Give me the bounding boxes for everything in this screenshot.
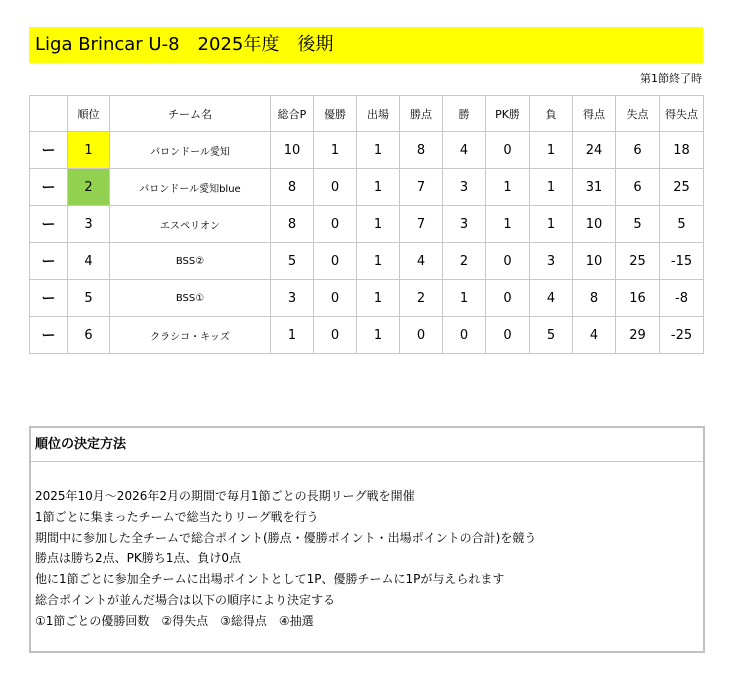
rules-line: 1節ごとに集まったチームで総当たりリーグ戦を行う xyxy=(35,509,319,524)
table-row xyxy=(30,317,704,354)
goals-for: 10 xyxy=(573,243,616,280)
rank-change: ー xyxy=(30,243,68,280)
table-row xyxy=(30,280,704,317)
losses: 3 xyxy=(530,243,573,280)
rank-change: ー xyxy=(30,132,68,169)
goal-diff: 25 xyxy=(660,169,704,206)
header-appearances: 出場 xyxy=(357,96,400,132)
rank-change: ー xyxy=(30,206,68,243)
losses: 1 xyxy=(530,206,573,243)
points: 0 xyxy=(400,317,443,354)
titles: 0 xyxy=(314,206,357,243)
pk-wins: 1 xyxy=(486,206,530,243)
goals-against: 16 xyxy=(616,280,660,317)
page-title xyxy=(29,27,703,63)
total-points: 8 xyxy=(271,169,314,206)
points: 7 xyxy=(400,206,443,243)
rules-panel xyxy=(29,426,705,653)
pk-wins: 0 xyxy=(486,317,530,354)
goal-diff: -25 xyxy=(660,317,704,354)
goals-for: 10 xyxy=(573,206,616,243)
rank-cell: 5 xyxy=(68,280,110,317)
losses: 4 xyxy=(530,280,573,317)
standings-table xyxy=(29,95,704,354)
table-row xyxy=(30,169,704,206)
rules-line: 勝点は勝ち2点、PK勝ち1点、負け0点 xyxy=(35,551,242,566)
wins: 0 xyxy=(443,317,486,354)
goals-for: 31 xyxy=(573,169,616,206)
total-points: 8 xyxy=(271,206,314,243)
table-header-row xyxy=(30,96,704,132)
rank-cell: 3 xyxy=(68,206,110,243)
rules-line: 期間中に参加した全チームで総合ポイント(勝点・優勝ポイント・出場ポイントの合計)を競う xyxy=(35,530,537,545)
losses: 1 xyxy=(530,132,573,169)
header-goals-for: 得点 xyxy=(573,96,616,132)
header-pk-wins: PK勝 xyxy=(486,96,530,132)
rules-heading: 順位の決定方法 xyxy=(31,428,703,462)
goal-diff: 5 xyxy=(660,206,704,243)
wins: 4 xyxy=(443,132,486,169)
team-name: エスペリオン xyxy=(110,206,271,243)
titles: 0 xyxy=(314,243,357,280)
rules-line: 他に1節ごとに参加全チームに出場ポイントとして1P、優勝チームに1Pが与えられます xyxy=(35,572,505,587)
losses: 1 xyxy=(530,169,573,206)
goal-diff: -15 xyxy=(660,243,704,280)
header-losses: 負 xyxy=(530,96,573,132)
appearances: 1 xyxy=(357,206,400,243)
team-name: BSS② xyxy=(110,243,271,280)
team-name: BSS① xyxy=(110,280,271,317)
total-points: 5 xyxy=(271,243,314,280)
header-total-points: 総合P xyxy=(271,96,314,132)
losses: 5 xyxy=(530,317,573,354)
team-name: クラシコ・キッズ xyxy=(110,317,271,354)
goal-diff: 18 xyxy=(660,132,704,169)
appearances: 1 xyxy=(357,280,400,317)
total-points: 1 xyxy=(271,317,314,354)
wins: 1 xyxy=(443,280,486,317)
goal-diff: -8 xyxy=(660,280,704,317)
header-wins: 勝 xyxy=(443,96,486,132)
page-title-text: Liga Brincar U-8 2025年度 後期 xyxy=(35,34,334,55)
goals-for: 4 xyxy=(573,317,616,354)
goals-against: 29 xyxy=(616,317,660,354)
appearances: 1 xyxy=(357,132,400,169)
goals-for: 8 xyxy=(573,280,616,317)
total-points: 3 xyxy=(271,280,314,317)
titles: 0 xyxy=(314,317,357,354)
rank-change: ー xyxy=(30,317,68,354)
table-row xyxy=(30,243,704,280)
team-name: パロンドール愛知blue xyxy=(110,169,271,206)
wins: 2 xyxy=(443,243,486,280)
rank-cell: 4 xyxy=(68,243,110,280)
rules-body xyxy=(31,462,703,632)
goals-against: 25 xyxy=(616,243,660,280)
table-row xyxy=(30,206,704,243)
titles: 0 xyxy=(314,280,357,317)
titles: 0 xyxy=(314,169,357,206)
rank-cell: 1 xyxy=(68,132,110,169)
pk-wins: 0 xyxy=(486,243,530,280)
status-label: 第1節終了時 xyxy=(640,72,702,85)
header-rank: 順位 xyxy=(68,96,110,132)
points: 2 xyxy=(400,280,443,317)
appearances: 1 xyxy=(357,317,400,354)
appearances: 1 xyxy=(357,169,400,206)
rules-line: 2025年10月～2026年2月の期間で毎月1節ごとの長期リーグ戦を開催 xyxy=(35,489,415,503)
goals-against: 5 xyxy=(616,206,660,243)
header-team: チーム名 xyxy=(110,96,271,132)
total-points: 10 xyxy=(271,132,314,169)
rank-change: ー xyxy=(30,169,68,206)
pk-wins: 0 xyxy=(486,280,530,317)
rules-line: ①1節ごとの優勝回数 ②得失点 ③総得点 ④抽選 xyxy=(35,613,314,628)
rules-line: 総合ポイントが並んだ場合は以下の順序により決定する xyxy=(35,592,336,607)
table-row xyxy=(30,132,704,169)
wins: 3 xyxy=(443,206,486,243)
points: 8 xyxy=(400,132,443,169)
rank-change: ー xyxy=(30,280,68,317)
header-goals-against: 失点 xyxy=(616,96,660,132)
header-change xyxy=(30,96,68,132)
titles: 1 xyxy=(314,132,357,169)
points: 7 xyxy=(400,169,443,206)
header-titles: 優勝 xyxy=(314,96,357,132)
pk-wins: 0 xyxy=(486,132,530,169)
appearances: 1 xyxy=(357,243,400,280)
rank-cell: 6 xyxy=(68,317,110,354)
wins: 3 xyxy=(443,169,486,206)
pk-wins: 1 xyxy=(486,169,530,206)
header-points: 勝点 xyxy=(400,96,443,132)
goals-against: 6 xyxy=(616,169,660,206)
points: 4 xyxy=(400,243,443,280)
goals-for: 24 xyxy=(573,132,616,169)
team-name: パロンドール愛知 xyxy=(110,132,271,169)
goals-against: 6 xyxy=(616,132,660,169)
header-goal-diff: 得失点 xyxy=(660,96,704,132)
rank-cell: 2 xyxy=(68,169,110,206)
